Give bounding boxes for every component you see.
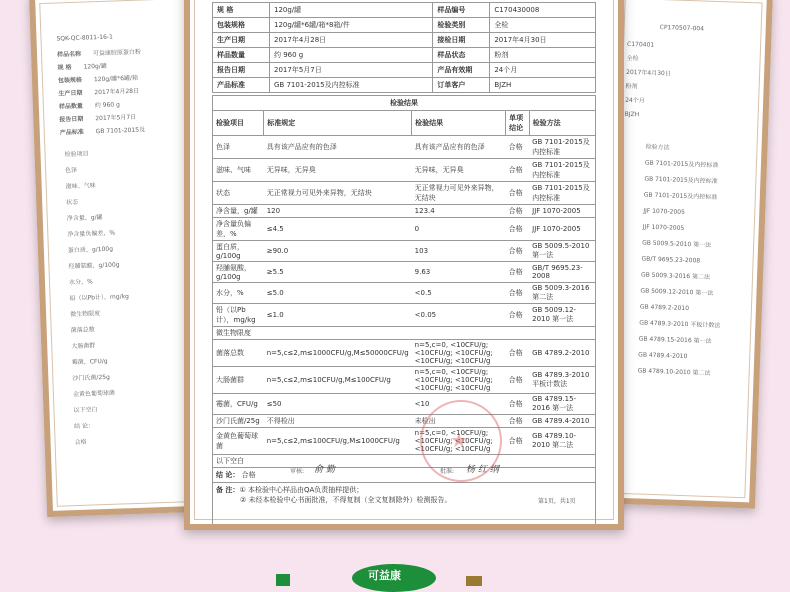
results-header-cell: 检验结果 [412,111,506,136]
left-info-label: 样品名称 [56,50,82,59]
right-method: GB 4789.3-2010 平板计数法 [639,319,721,330]
left-item: 微生物限度 [70,310,101,319]
left-item: 大肠菌群 [71,342,96,351]
left-item: 色泽 [65,166,78,175]
right-method: GB 4789.10-2010 第二法 [637,367,711,377]
left-info-label: 样品数量 [58,102,84,111]
left-item: 羟脯氨酸，g/100g [68,261,120,271]
sample-info-table [212,2,596,93]
r-value-cell: C170430008 [490,3,596,18]
blank-note: 以下空白 [213,455,596,468]
brand-mark-right [466,576,482,586]
results-cell: 滋味、气味 [213,159,264,182]
table-row [213,340,596,367]
results-cell: ≤50 [264,394,412,415]
l-value-cell: 120g/罐*6罐/箱*8箱/件 [270,18,433,33]
conclusion-value: 合格 [241,471,256,479]
r-label-cell: 订单客户 [433,78,490,93]
l-value-cell: 2017年5月7日 [270,63,433,78]
left-item: 金黄色葡萄球菌 [72,389,116,399]
left-info-value: 120g/罐 [83,62,107,71]
results-cell: ≤1.0 [264,304,412,327]
info-row [213,48,596,63]
results-cell: GB/T 9695.23-2008 [529,262,595,283]
l-value-cell: 120g/罐 [270,3,433,18]
brand-mark-left [276,574,290,586]
results-cell: 合格 [506,136,529,159]
conclusion-row [212,468,596,483]
right-method: GB 4789.4-2010 [638,351,688,361]
right-info-value: 全检 [626,54,639,63]
r-label-cell: 产品有效期 [433,63,490,78]
left-info-row [60,123,146,140]
results-cell [264,327,412,340]
left-doc-number: SQK-QC-8011-16-1 [56,33,113,43]
right-method: GB 4789.15-2016 第一法 [638,335,712,345]
results-cell: 大肠菌群 [213,367,264,394]
l-label-cell: 规 格 [213,3,270,18]
results-cell: 合格 [506,159,529,182]
left-item: 净含量负偏差，% [67,229,116,239]
left-info-value: 可益康胶原蛋白粉 [92,48,142,58]
left-item: 沙门氏菌/25g [72,373,110,383]
results-cell: GB 4789.15-2016 第一法 [529,394,595,415]
left-item: 合格 [74,438,87,447]
results-cell: GB 4789.10-2010 第二法 [529,428,595,455]
notes-label: 备 注： [216,486,240,494]
left-item: 结 论： [73,422,95,431]
results-cell: GB 4789.4-2010 [529,415,595,428]
table-row [213,327,596,340]
results-cell: 未检出 [412,415,506,428]
results-cell: 合格 [506,241,529,262]
results-cell: 霉菌，CFU/g [213,394,264,415]
results-cell: 合格 [506,394,529,415]
note-2: ② 未经本检验中心书面批准，不得复制（全文复制除外）检测报告。 [240,496,452,504]
results-cell: 水分，% [213,283,264,304]
results-cell: 净含量，g/罐 [213,205,264,218]
r-value-cell: 24个月 [490,63,596,78]
results-cell: 菌落总数 [213,340,264,367]
left-item: 水分，% [68,278,93,287]
right-method: GB 5009.5-2010 第一法 [642,239,712,249]
r-value-cell: BJZH [490,78,596,93]
right-method: GB 7101-2015及内控标准 [644,175,718,186]
note-1: ① 本检验中心样品由QA负责抽样提供； [239,486,364,494]
results-cell: 微生物限度 [213,327,264,340]
results-cell: GB 7101-2015及内控标准 [529,136,595,159]
left-info-value: 120g/罐*6罐/箱 [93,74,139,84]
right-info-value: 24个月 [624,96,645,105]
results-cell: 羟脯氨酸，g/100g [213,262,264,283]
results-cell: ≤4.5 [264,218,412,241]
brand-logo-text: 可益康 [368,569,401,582]
table-row [213,394,596,415]
results-cell: JJF 1070-2005 [529,205,595,218]
right-method: GB/T 9695.23-2008 [641,255,701,265]
results-cell: n=5,c≤2,m≤10CFU/g,M≤100CFU/g [264,367,412,394]
table-row [213,182,596,205]
left-info-label: 产品标准 [59,128,84,137]
info-row [213,33,596,48]
r-label-cell: 检验类别 [433,18,490,33]
reviewer-signature: 俞 勤 [314,465,335,475]
info-row [213,18,596,33]
results-cell: 合格 [506,415,529,428]
main-certificate-frame [184,0,624,530]
left-item: 霉菌，CFU/g [71,357,108,367]
table-row [213,136,596,159]
results-cell: 合格 [506,283,529,304]
left-item: 菌落总数 [70,326,95,335]
results-cell: 铅（以Pb计），mg/kg [213,304,264,327]
results-cell: <10 [412,394,506,415]
results-cell: 状态 [213,182,264,205]
results-cell: 123.4 [412,205,506,218]
results-cell: 具有该产品应有的色泽 [264,136,412,159]
right-method: GB 4789.2-2010 [639,303,690,313]
results-cell: 无正常视力可见外来异物，无结块 [412,182,506,205]
results-cell: 合格 [506,262,529,283]
results-cell: 合格 [506,340,529,367]
results-cell: n=5,c=0, <10CFU/g; <10CFU/g; <10CFU/g; <10CFU/g; <10CFU/g [412,428,506,455]
results-cell: 无正常视力可见外来异物，无结块 [264,182,412,205]
results-cell: 合格 [506,182,529,205]
results-cell: ≤5.0 [264,283,412,304]
results-cell: n=5,c≤2,m≤1000CFU/g,M≤50000CFU/g [264,340,412,367]
conclusion-label: 结 论： [216,471,240,479]
results-cell: 合格 [506,304,529,327]
results-cell: 无异味，无异臭 [264,159,412,182]
results-cell: JJF 1070-2005 [529,218,595,241]
l-value-cell: GB 7101-2015及内控标准 [270,78,433,93]
table-row [213,367,596,394]
results-cell: GB 7101-2015及内控标准 [529,182,595,205]
left-item: 铅（以Pb计），mg/kg [69,293,130,303]
results-cell: GB 5009.12-2010 第一法 [529,304,595,327]
table-row [213,241,596,262]
left-info-label: 规 格 [57,63,72,72]
left-info-value: 2017年4月28日 [94,87,140,97]
results-cell: n=5,c≤2,m≤100CFU/g,M≤1000CFU/g [264,428,412,455]
left-item: 蛋白质，g/100g [67,245,114,255]
right-info-value: 粉剂 [625,82,638,91]
results-cell: n=5,c=0, <10CFU/g; <10CFU/g; <10CFU/g; <10CFU/g; <10CFU/g [412,367,506,394]
results-cell: 合格 [506,428,529,455]
right-method: 检验方法 [645,143,670,152]
r-value-cell: 全检 [490,18,596,33]
left-item: 以下空白 [73,406,98,415]
results-cell: 无异味，无异臭 [412,159,506,182]
r-value-cell: 粉剂 [490,48,596,63]
left-item: 检验项目 [64,150,89,159]
info-row [213,78,596,93]
l-label-cell: 报告日期 [213,63,270,78]
approver-signature: 杨 红 纲 [466,465,499,475]
results-cell: 103 [412,241,506,262]
right-info-value: C170401 [626,40,655,49]
results-cell: 沙门氏菌/25g [213,415,264,428]
results-cell: 合格 [506,367,529,394]
results-cell [529,327,595,340]
results-header-cell: 单项结论 [506,111,529,136]
results-cell [412,327,506,340]
approver-label: 批准: [440,468,455,475]
reviewer-label: 审核: [290,468,305,475]
results-cell: ≥90.0 [264,241,412,262]
r-value-cell: 2017年4月30日 [490,33,596,48]
l-label-cell: 产品标准 [213,78,270,93]
l-value-cell: 2017年4月28日 [270,33,433,48]
right-method: JJF 1070-2005 [643,207,685,216]
table-row [213,283,596,304]
results-cell: GB 4789.2-2010 [529,340,595,367]
results-cell: GB 5009.5-2010 第一法 [529,241,595,262]
r-label-cell: 样品编号 [433,3,490,18]
results-cell: 蛋白质，g/100g [213,241,264,262]
left-info-label: 生产日期 [58,89,83,98]
left-info-label: 报告日期 [59,115,84,124]
results-header-cell: 检验项目 [213,111,264,136]
results-cell: 不得检出 [264,415,412,428]
left-info-value: 约 960 g [94,101,120,110]
results-cell: GB 5009.3-2016 第二法 [529,283,595,304]
right-method: JJF 1070-2005 [642,223,685,232]
results-cell: <0.5 [412,283,506,304]
left-item: 净含量，g/罐 [66,214,103,223]
brand-logo [352,564,436,592]
results-cell: 金黄色葡萄球菌 [213,428,264,455]
test-report [212,2,596,526]
results-cell: 9.63 [412,262,506,283]
results-cell: ≥5.5 [264,262,412,283]
right-method: GB 5009.12-2010 第一法 [640,287,714,298]
results-cell: 具有该产品应有的色泽 [412,136,506,159]
r-label-cell: 接检日期 [433,33,490,48]
table-row [213,262,596,283]
left-info-value: GB 7101-2015及 [95,126,146,136]
right-info-value: BJZH [624,110,640,119]
l-label-cell: 样品数量 [213,48,270,63]
l-label-cell: 包装规格 [213,18,270,33]
right-method: GB 5009.3-2016 第二法 [640,271,711,281]
right-method: GB 7101-2015及内控标准 [644,159,719,170]
right-doc-number: CP170507-004 [659,23,705,33]
left-info-label: 包装规格 [57,76,83,85]
info-row [213,3,596,18]
results-cell: 合格 [506,218,529,241]
info-row [213,63,596,78]
r-label-cell: 样品状态 [433,48,490,63]
right-info-value: 2017年4月30日 [625,68,671,78]
results-title: 检验结果 [212,95,596,110]
l-value-cell: 约 960 g [270,48,433,63]
left-item: 状态 [66,198,79,207]
results-cell: 色泽 [213,136,264,159]
table-row [213,159,596,182]
table-row [213,205,596,218]
page-number: 第1页，共1页 [538,498,576,505]
table-row [213,428,596,455]
table-row [213,304,596,327]
results-cell: <0.05 [412,304,506,327]
results-cell: 合格 [506,205,529,218]
results-cell: 净含量负偏差，% [213,218,264,241]
results-cell [506,327,529,340]
results-cell: 0 [412,218,506,241]
results-header-cell: 检验方法 [529,111,595,136]
results-cell: GB 4789.3-2010 平板计数法 [529,367,595,394]
results-cell: 120 [264,205,412,218]
left-info-value: 2017年5月7日 [95,113,137,123]
results-cell: GB 7101-2015及内控标准 [529,159,595,182]
results-table [212,110,596,468]
left-item: 滋味、气味 [65,182,96,191]
table-row [213,218,596,241]
table-row [213,415,596,428]
l-label-cell: 生产日期 [213,33,270,48]
results-header-cell: 标准规定 [264,111,412,136]
results-cell: n=5,c=0, <10CFU/g; <10CFU/g; <10CFU/g; <10CFU/g; <10CFU/g [412,340,506,367]
right-method: GB 7101-2015及内控标准 [643,191,718,202]
